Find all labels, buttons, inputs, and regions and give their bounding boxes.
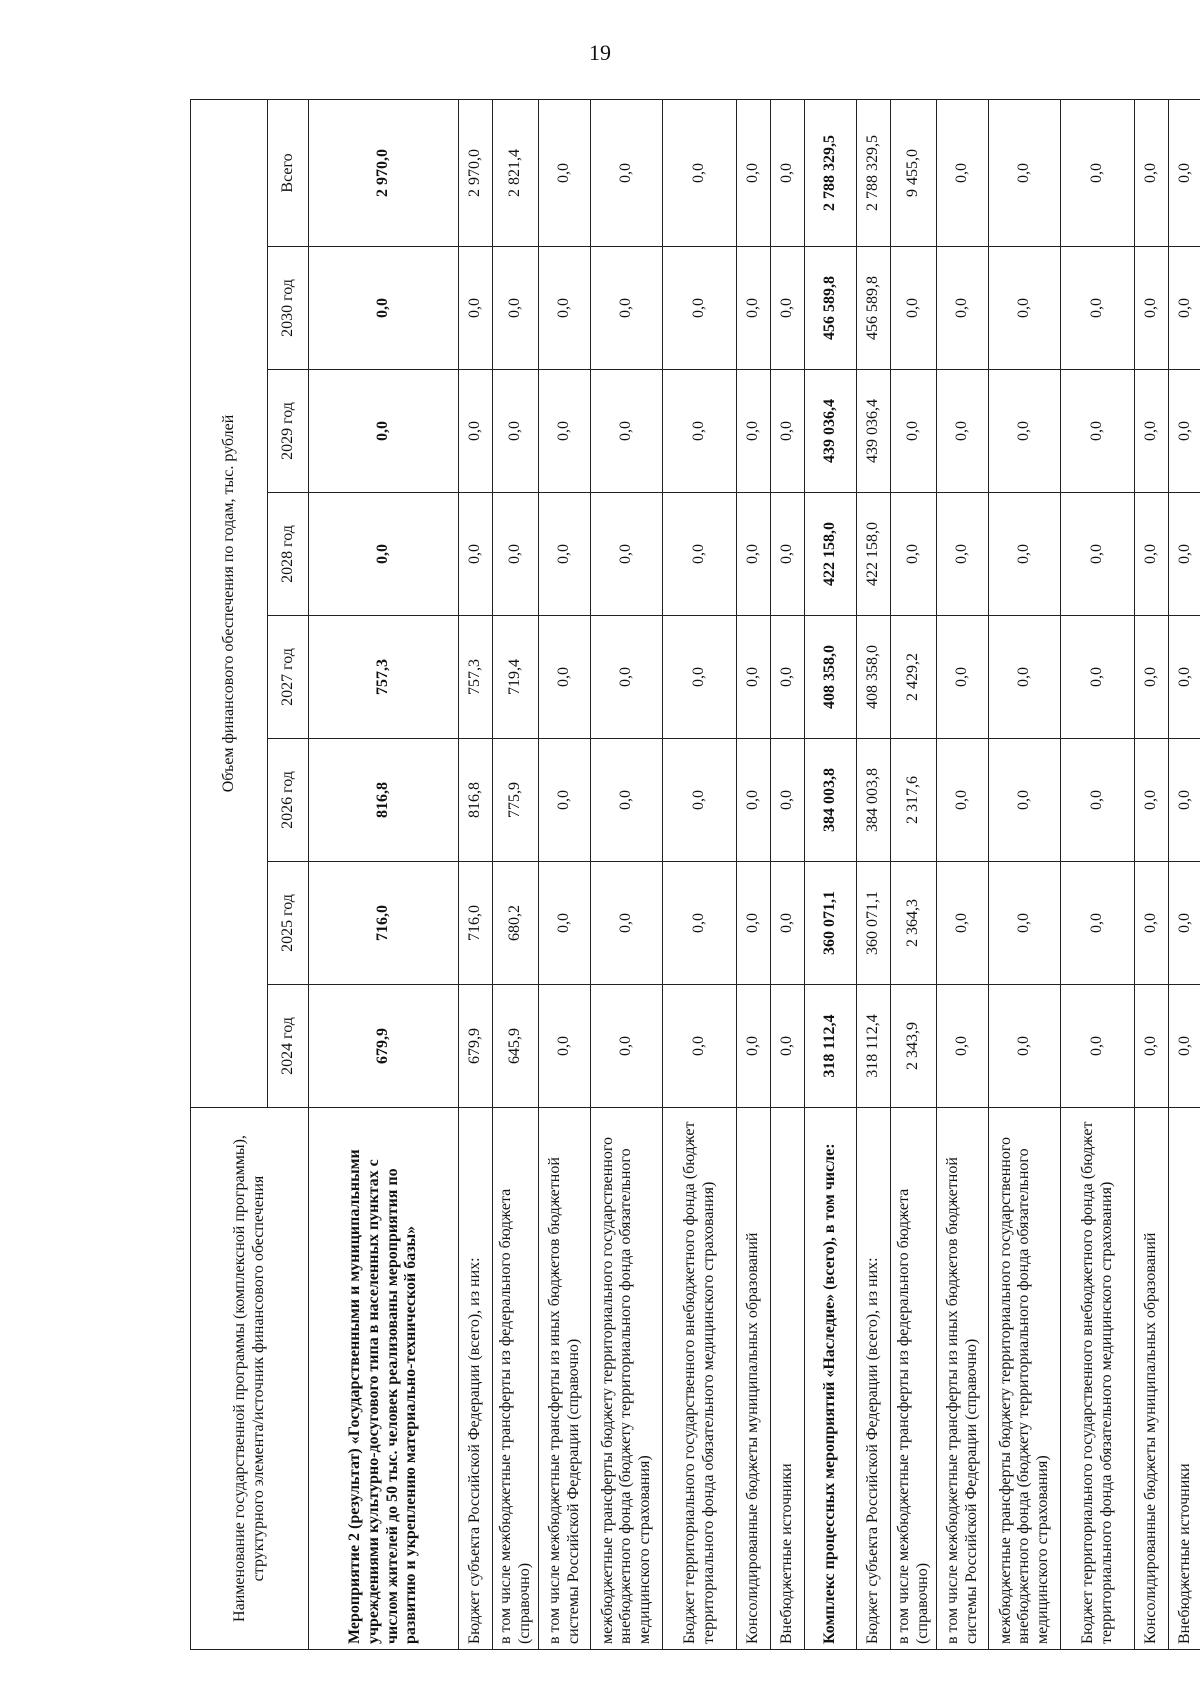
value-cell: 0,0 [937,739,989,862]
value-cell: 0,0 [1169,616,1200,739]
value-cell: 2 364,3 [891,862,937,985]
value-cell: 0,0 [539,616,591,739]
table-row [309,99,459,1649]
year-header: 2029 год [268,370,309,493]
value-cell: 0,0 [771,493,805,616]
value-cell: 0,0 [1169,739,1200,862]
total-cell: 2 970,0 [309,99,459,246]
value-cell: 0,0 [891,247,937,370]
value-cell: 0,0 [1135,247,1169,370]
value-cell: 0,0 [1169,247,1200,370]
row-name-cell: Внебюджетные источники [771,1108,805,1650]
row-name-cell: межбюджетные трансферты бюджету территориального государственного внебюджетного фонда (бюджету территориального фонда обязательного медицинского страхования) [591,1108,663,1650]
value-cell: 422 158,0 [857,493,891,616]
value-cell: 360 071,1 [805,862,857,985]
value-cell: 0,0 [539,493,591,616]
value-cell: 2 317,6 [891,739,937,862]
table-row [989,99,1061,1649]
value-cell: 0,0 [1135,862,1169,985]
total-cell: 2 821,4 [493,99,539,246]
table-row [937,99,989,1649]
value-cell: 0,0 [493,247,539,370]
total-cell: 0,0 [737,99,771,246]
value-cell: 0,0 [937,247,989,370]
value-cell: 0,0 [539,247,591,370]
table-row [591,99,663,1649]
total-cell: 0,0 [1135,99,1169,246]
row-name-cell: Комплекс процессных мероприятий «Наследие» (всего), в том числе: [805,1108,857,1650]
year-header: 2026 год [268,739,309,862]
value-cell: 0,0 [989,493,1061,616]
value-cell: 408 358,0 [805,616,857,739]
rotated-table-container [190,100,1194,1650]
value-cell: 0,0 [459,370,493,493]
value-cell: 439 036,4 [857,370,891,493]
value-cell: 680,2 [493,862,539,985]
value-cell: 0,0 [737,985,771,1108]
value-cell: 0,0 [663,739,737,862]
value-cell: 0,0 [989,739,1061,862]
table-row [1135,99,1169,1649]
value-cell: 0,0 [771,862,805,985]
total-cell: 2 788 329,5 [805,99,857,246]
value-cell: 0,0 [891,493,937,616]
value-cell: 0,0 [737,616,771,739]
value-cell: 0,0 [1061,370,1135,493]
value-cell: 0,0 [989,616,1061,739]
value-cell: 360 071,1 [857,862,891,985]
value-cell: 0,0 [771,739,805,862]
value-cell: 645,9 [493,985,539,1108]
table-row [805,99,857,1649]
value-cell: 0,0 [591,370,663,493]
table-row [1061,99,1135,1649]
value-cell: 0,0 [737,493,771,616]
value-cell: 0,0 [663,493,737,616]
value-cell: 0,0 [1061,247,1135,370]
value-cell: 0,0 [1135,739,1169,862]
table-row [663,99,737,1649]
table-row [857,99,891,1649]
value-cell: 0,0 [1169,493,1200,616]
value-cell: 2 429,2 [891,616,937,739]
row-name-cell: в том числе межбюджетные трансферты из федерального бюджета (справочно) [891,1108,937,1650]
value-cell: 0,0 [1169,862,1200,985]
total-header: Всего [268,99,309,246]
value-cell: 816,8 [459,739,493,862]
value-cell: 0,0 [989,370,1061,493]
value-cell: 456 589,8 [857,247,891,370]
row-name-cell: в том числе межбюджетные трансферты из иных бюджетов бюджетной системы Российской Федерации (справочно) [539,1108,591,1650]
financing-table [190,99,1200,1650]
value-cell: 0,0 [891,370,937,493]
value-cell: 0,0 [539,985,591,1108]
value-cell: 0,0 [771,616,805,739]
table-row [539,99,591,1649]
value-cell: 0,0 [1061,862,1135,985]
year-header: 2025 год [268,862,309,985]
table-row [891,99,937,1649]
value-cell: 384 003,8 [857,739,891,862]
value-cell: 0,0 [737,739,771,862]
value-cell: 0,0 [663,862,737,985]
total-cell: 0,0 [937,99,989,246]
year-header: 2028 год [268,493,309,616]
table-row [493,99,539,1649]
value-cell: 408 358,0 [857,616,891,739]
value-cell: 0,0 [737,370,771,493]
table-row [737,99,771,1649]
value-cell: 0,0 [1061,739,1135,862]
row-name-cell: Консолидированные бюджеты муниципальных образований [737,1108,771,1650]
value-cell: 0,0 [493,370,539,493]
year-header: 2027 год [268,616,309,739]
value-cell: 0,0 [1135,370,1169,493]
value-cell: 0,0 [591,616,663,739]
value-cell: 0,0 [309,370,459,493]
value-cell: 0,0 [1169,370,1200,493]
total-cell: 0,0 [989,99,1061,246]
table-row [1169,99,1200,1649]
value-cell: 716,0 [309,862,459,985]
value-cell: 456 589,8 [805,247,857,370]
row-name-cell: в том числе межбюджетные трансферты из иных бюджетов бюджетной системы Российской Федерации (справочно) [937,1108,989,1650]
value-cell: 0,0 [663,247,737,370]
value-cell: 0,0 [937,370,989,493]
value-cell: 0,0 [539,862,591,985]
value-cell: 775,9 [493,739,539,862]
value-cell: 0,0 [989,247,1061,370]
table-body [309,99,1200,1649]
value-cell: 0,0 [1061,985,1135,1108]
value-cell: 0,0 [1169,985,1200,1108]
row-name-cell: Мероприятие 2 (результат) «Государственными и муниципальными учреждениями культурно-досугового типа в населенных пунктах с числом жителей до 50 тыс. человек реализованы мероприятия по развитию и укреплению материально-технической базы» [309,1108,459,1650]
value-cell: 816,8 [309,739,459,862]
value-cell: 0,0 [771,985,805,1108]
table-row [459,99,493,1649]
value-cell: 0,0 [937,493,989,616]
value-cell: 439 036,4 [805,370,857,493]
value-cell: 0,0 [309,493,459,616]
table-header-row [191,99,268,1649]
total-cell: 0,0 [1169,99,1200,246]
value-cell: 0,0 [989,862,1061,985]
row-name-cell: Бюджет территориального государственного внебюджетного фонда (бюджет территориального фонда обязательного медицинского страхования) [1061,1108,1135,1650]
total-cell: 9 455,0 [891,99,937,246]
total-cell: 2 970,0 [459,99,493,246]
value-cell: 318 112,4 [805,985,857,1108]
total-cell: 0,0 [539,99,591,246]
value-cell: 384 003,8 [805,739,857,862]
total-cell: 0,0 [591,99,663,246]
value-cell: 757,3 [459,616,493,739]
row-name-cell: Бюджет субъекта Российской Федерации (всего), из них: [459,1108,493,1650]
value-cell: 0,0 [591,247,663,370]
value-cell: 716,0 [459,862,493,985]
value-cell: 0,0 [309,247,459,370]
page-number: 19 [589,40,611,65]
value-cell: 0,0 [1061,616,1135,739]
value-cell: 0,0 [1135,985,1169,1108]
value-cell: 0,0 [989,985,1061,1108]
row-name-cell: Бюджет субъекта Российской Федерации (всего), из них: [857,1108,891,1650]
value-cell: 0,0 [591,493,663,616]
value-cell: 0,0 [771,370,805,493]
value-cell: 2 343,9 [891,985,937,1108]
total-cell: 0,0 [663,99,737,246]
value-cell: 679,9 [459,985,493,1108]
row-name-cell: Внебюджетные источники [1169,1108,1200,1650]
value-cell: 0,0 [937,862,989,985]
row-name-cell: в том числе межбюджетные трансферты из федерального бюджета (справочно) [493,1108,539,1650]
row-name-cell: межбюджетные трансферты бюджету территориального государственного внебюджетного фонда (бюджету территориального фонда обязательного медицинского страхования) [989,1108,1061,1650]
value-cell: 0,0 [493,493,539,616]
value-cell: 0,0 [737,247,771,370]
value-cell: 0,0 [663,370,737,493]
value-cell: 757,3 [309,616,459,739]
row-name-cell: Бюджет территориального государственного внебюджетного фонда (бюджет территориального фонда обязательного медицинского страхования) [663,1108,737,1650]
value-cell: 0,0 [539,739,591,862]
value-cell: 0,0 [591,739,663,862]
value-cell: 0,0 [1135,616,1169,739]
total-cell: 0,0 [1061,99,1135,246]
value-cell: 0,0 [591,985,663,1108]
table-row [771,99,805,1649]
total-cell: 2 788 329,5 [857,99,891,246]
header-name-cell: Наименование государственной программы (комплексной программы), структурного элемента/источник финансового обеспечения [191,1108,309,1650]
year-header: 2024 год [268,985,309,1108]
value-cell: 0,0 [937,616,989,739]
total-cell: 0,0 [771,99,805,246]
value-cell: 422 158,0 [805,493,857,616]
value-cell: 0,0 [771,247,805,370]
value-cell: 0,0 [663,616,737,739]
value-cell: 0,0 [459,247,493,370]
value-cell: 0,0 [737,862,771,985]
value-cell: 0,0 [459,493,493,616]
value-cell: 679,9 [309,985,459,1108]
value-cell: 719,4 [493,616,539,739]
value-cell: 0,0 [663,985,737,1108]
header-volume-cell: Объем финансового обеспечения по годам, тыс. рублей [191,99,268,1107]
row-name-cell: Консолидированные бюджеты муниципальных образований [1135,1108,1169,1650]
value-cell: 318 112,4 [857,985,891,1108]
value-cell: 0,0 [937,985,989,1108]
value-cell: 0,0 [591,862,663,985]
value-cell: 0,0 [539,370,591,493]
value-cell: 0,0 [1135,493,1169,616]
year-header: 2030 год [268,247,309,370]
value-cell: 0,0 [1061,493,1135,616]
